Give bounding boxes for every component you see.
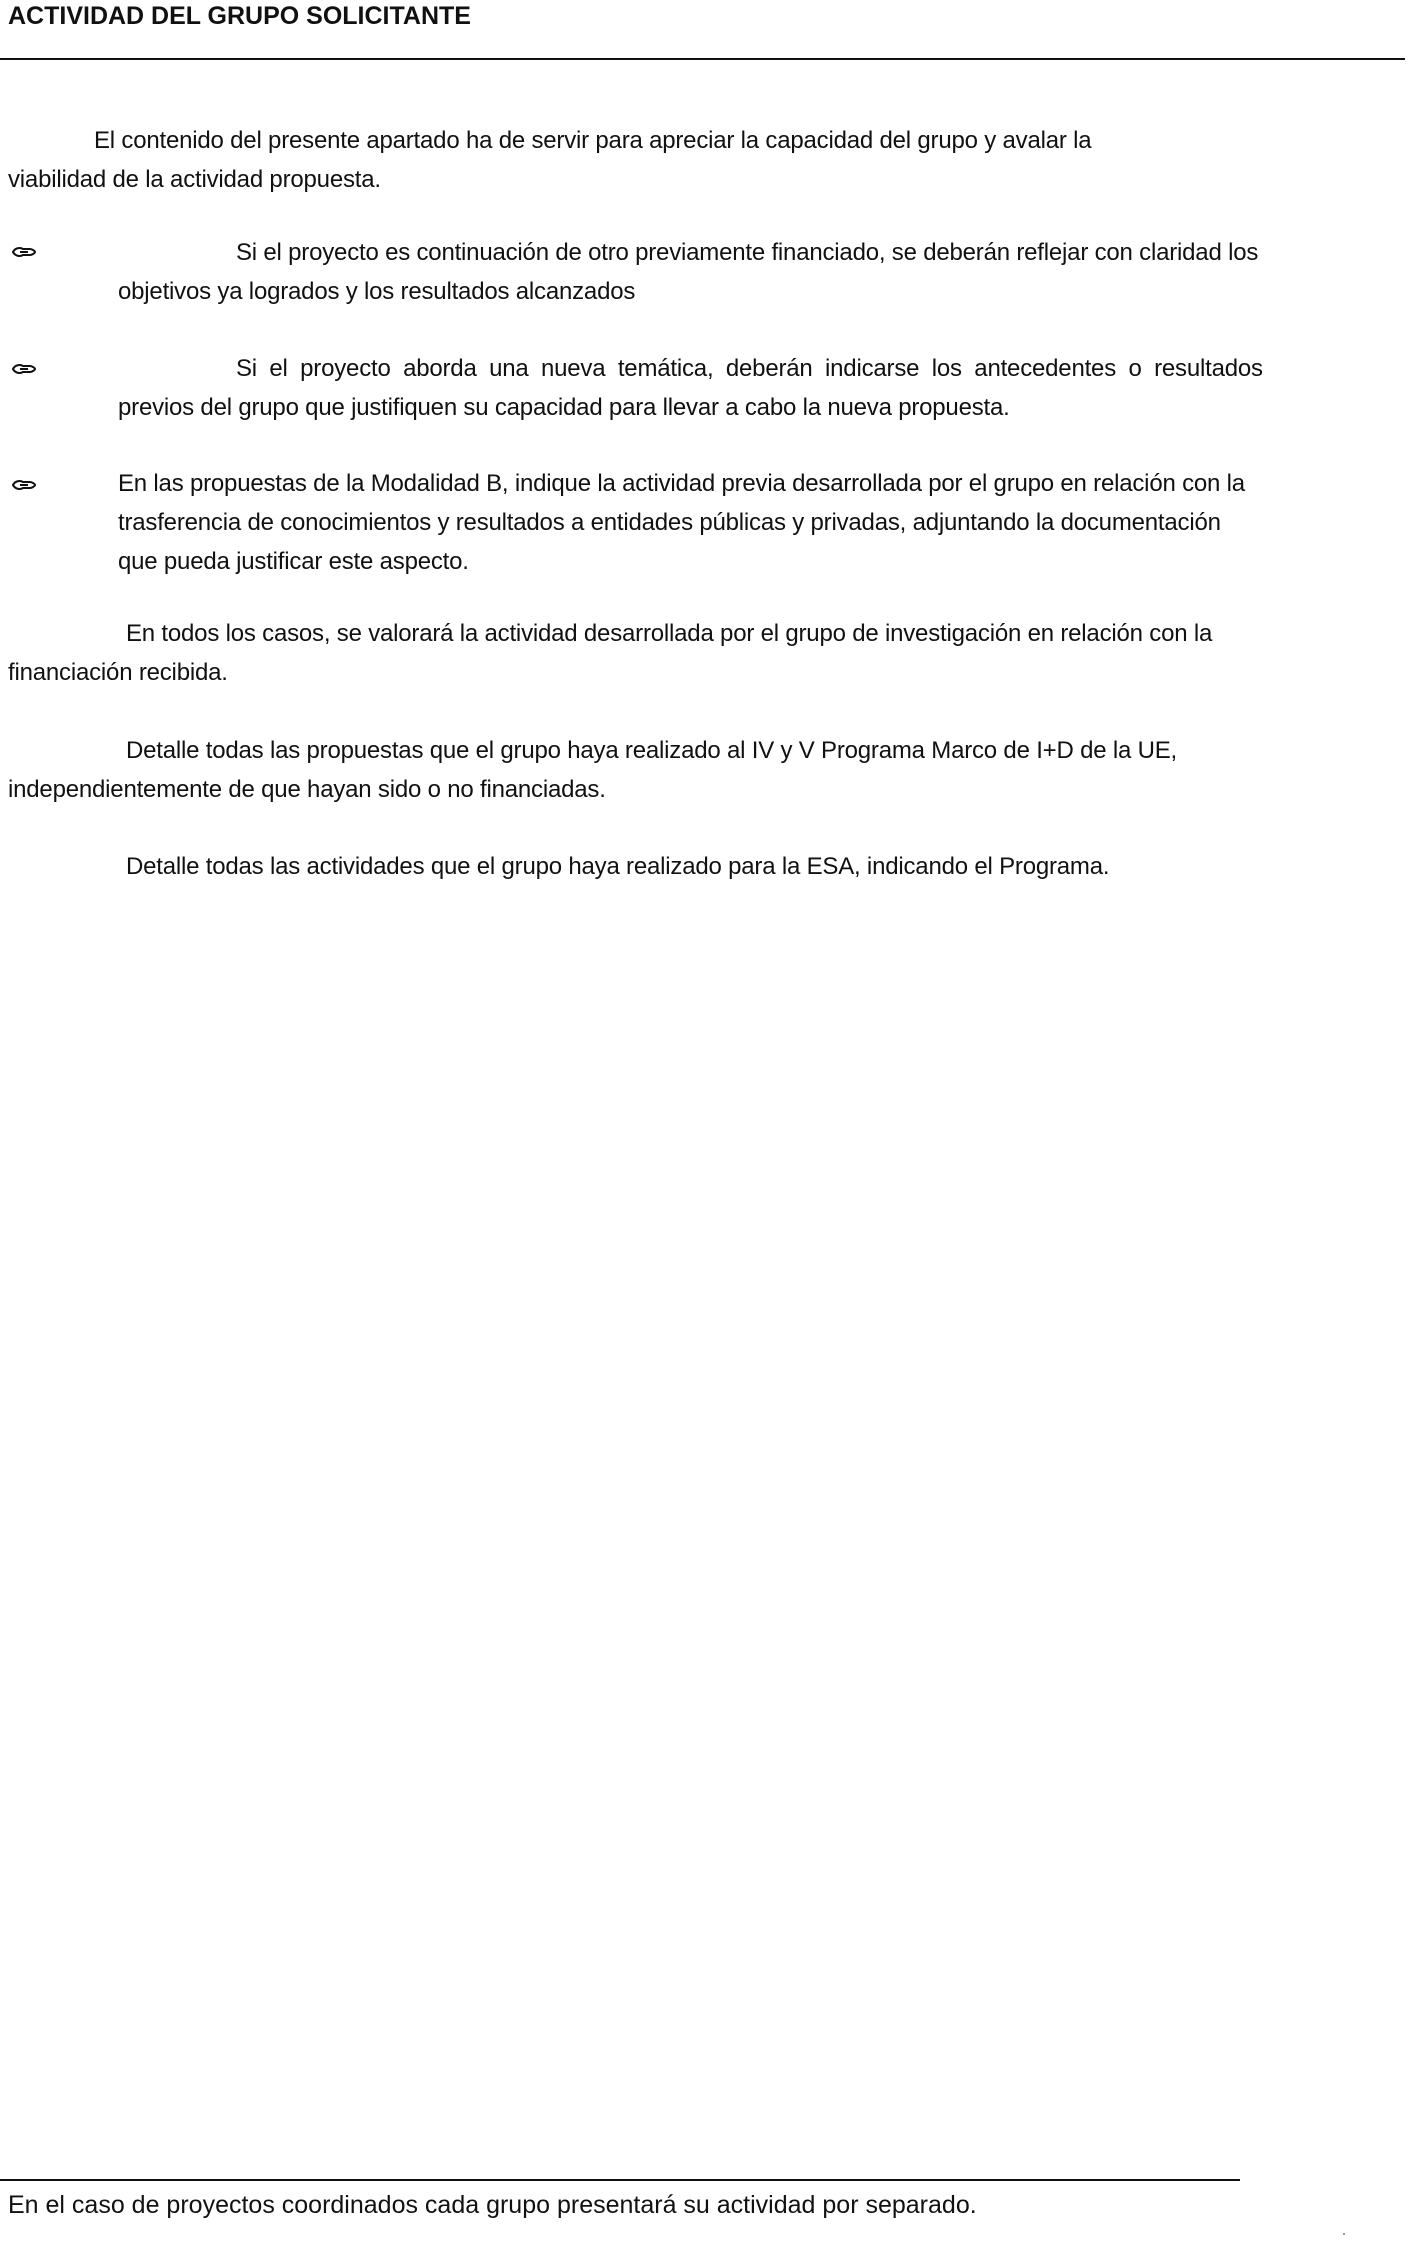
footnote-divider xyxy=(0,2179,1240,2181)
footnote: En el caso de proyectos coordinados cada grupo presentará su actividad por separado. xyxy=(8,2191,977,2219)
framework-paragraph xyxy=(8,731,1177,809)
bullet-3-line-2: trasferencia de conocimientos y resultados a entidades públicas y privadas, adjuntando la documentación xyxy=(118,509,1221,536)
framework-line-1: Detalle todas las propuestas que el grupo haya realizado al IV y V Programa Marco de I+D de la UE, xyxy=(126,737,1177,764)
hand-pointer-icon xyxy=(12,245,36,259)
hand-pointer-icon xyxy=(12,478,36,492)
bullet-2 xyxy=(118,349,1263,427)
esa-line: Detalle todas las actividades que el grupo haya realizado para la ESA, indicando el Programa. xyxy=(126,853,1110,880)
intro-line-2: viabilidad de la actividad propuesta. xyxy=(8,166,381,193)
heading-divider xyxy=(0,58,1405,60)
bullet-3 xyxy=(118,464,1245,581)
bullet-2-line-2: previos del grupo que justifiquen su capacidad para llevar a cabo la nueva propuesta. xyxy=(118,394,1010,421)
intro-paragraph xyxy=(8,121,1091,199)
section-heading: ACTIVIDAD DEL GRUPO SOLICITANTE xyxy=(8,2,471,30)
bullet-2-line-1: Si el proyecto aborda una nueva temática, deberán indicarse los antecedentes o resultados xyxy=(236,355,1263,382)
bullet-1 xyxy=(118,233,1258,311)
framework-line-2: independientemente de que hayan sido o no financiadas. xyxy=(8,776,606,803)
hand-pointer-icon xyxy=(12,362,36,376)
bullet-3-line-1: En las propuestas de la Modalidad B, indique la actividad previa desarrollada por el grupo en relación con la xyxy=(118,470,1245,497)
all-cases-line-2: financiación recibida. xyxy=(8,659,228,686)
esa-paragraph xyxy=(8,847,1109,886)
all-cases-paragraph xyxy=(8,614,1212,692)
intro-line-1: El contenido del presente apartado ha de servir para apreciar la capacidad del grupo y avalar la xyxy=(94,127,1092,154)
all-cases-line-1: En todos los casos, se valorará la actividad desarrollada por el grupo de investigación en relación con la xyxy=(126,620,1213,647)
bullet-3-line-3: que pueda justificar este aspecto. xyxy=(118,548,469,575)
scan-speck xyxy=(1343,2233,1345,2235)
bullet-1-line-1: Si el proyecto es continuación de otro previamente financiado, se deberán reflejar con claridad los xyxy=(236,239,1259,266)
bullet-1-line-2: objetivos ya logrados y los resultados alcanzados xyxy=(118,278,636,305)
